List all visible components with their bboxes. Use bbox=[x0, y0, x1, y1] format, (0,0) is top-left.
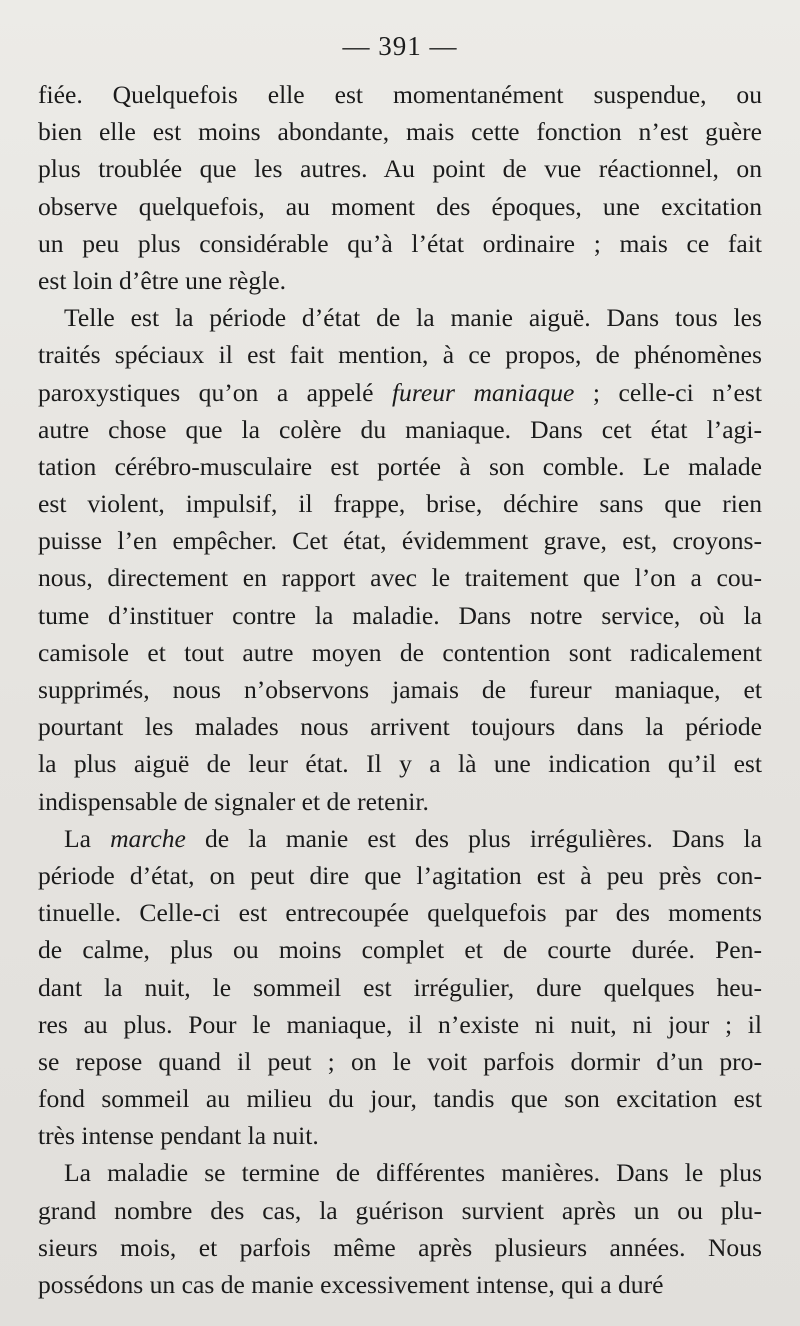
text-line: La maladie se termine de différentes manières. Dans le plus bbox=[64, 1158, 762, 1188]
text-line: très intense pendant la nuit. bbox=[38, 1121, 319, 1151]
text-line: tume d’instituer contre la maladie. Dans notre service, où la bbox=[38, 600, 762, 630]
text-line: supprimés, nous n’observons jamais de fureur maniaque, et bbox=[38, 675, 762, 704]
text-line: Telle est la période d’état de la manie aiguë. Dans tous les bbox=[64, 303, 762, 333]
text-line: indispensable de signaler et de retenir. bbox=[38, 786, 429, 816]
text-line: fond sommeil au milieu du jour, tandis que son excitation est bbox=[38, 1084, 762, 1114]
page-number: — 391 — bbox=[342, 31, 458, 61]
italic-term: marche bbox=[110, 823, 186, 853]
text-line: sieurs mois, et parfois même après plusieurs années. Nous bbox=[38, 1232, 762, 1262]
text-line: période d’état, on peut dire que l’agitation est à peu près con- bbox=[38, 860, 762, 890]
text-line: tation cérébro-musculaire est portée à son comble. Le malade bbox=[38, 451, 762, 481]
text-line: observe quelquefois, au moment des époques, une excitation bbox=[38, 191, 762, 221]
text-line: puisse l’en empêcher. Cet état, évidemment grave, est, croyons- bbox=[38, 526, 762, 556]
text-line: se repose quand il peut ; on le voit parfois dormir d’un pro- bbox=[38, 1046, 762, 1076]
text-line: res au plus. Pour le maniaque, il n’existe ni nuit, ni jour ; il bbox=[38, 1009, 762, 1039]
text-line: nous, directement en rapport avec le traitement que l’on a cou- bbox=[38, 563, 762, 593]
paragraph bbox=[38, 299, 762, 820]
italic-term: fureur maniaque bbox=[391, 377, 575, 407]
text-line: possédons un cas de manie excessivement intense, qui a duré bbox=[38, 1270, 664, 1299]
text-line: est loin d’être une règle. bbox=[38, 265, 287, 295]
body-text bbox=[38, 76, 762, 1303]
text-line: tinuelle. Celle-ci est entrecoupée quelquefois par des moments bbox=[38, 898, 762, 928]
text-line: La marche de la manie est des plus irrégulières. Dans la bbox=[64, 823, 762, 853]
paragraph bbox=[38, 76, 762, 299]
paragraph bbox=[38, 1154, 762, 1303]
text-line: fiée. Quelquefois elle est momentanément suspendue, ou bbox=[38, 80, 762, 109]
paragraph bbox=[38, 820, 762, 1155]
text-line: camisole et tout autre moyen de contention sont radicalement bbox=[38, 637, 762, 667]
text-line: dant la nuit, le sommeil est irrégulier, dure quelques heu- bbox=[38, 972, 762, 1002]
text-line: grand nombre des cas, la guérison survient après un ou plu- bbox=[38, 1195, 762, 1225]
text-line: un peu plus considérable qu’à l’état ordinaire ; mais ce fait bbox=[38, 228, 762, 258]
text-line: paroxystiques qu’on a appelé fureur maniaque ; celle-ci n’est bbox=[38, 377, 762, 407]
text-line: bien elle est moins abondante, mais cette fonction n’est guère bbox=[38, 117, 762, 147]
text-line: pourtant les malades nous arrivent toujours dans la période bbox=[38, 712, 762, 742]
text-line: est violent, impulsif, il frappe, brise, déchire sans que rien bbox=[38, 489, 762, 519]
text-line: de calme, plus ou moins complet et de courte durée. Pen- bbox=[38, 935, 762, 965]
text-line: autre chose que la colère du maniaque. Dans cet état l’agi- bbox=[38, 414, 762, 444]
text-line: plus troublée que les autres. Au point de vue réactionnel, on bbox=[38, 154, 762, 184]
text-line: la plus aiguë de leur état. Il y a là une indication qu’il est bbox=[38, 749, 762, 779]
text-line: traités spéciaux il est fait mention, à ce propos, de phénomènes bbox=[38, 340, 762, 370]
